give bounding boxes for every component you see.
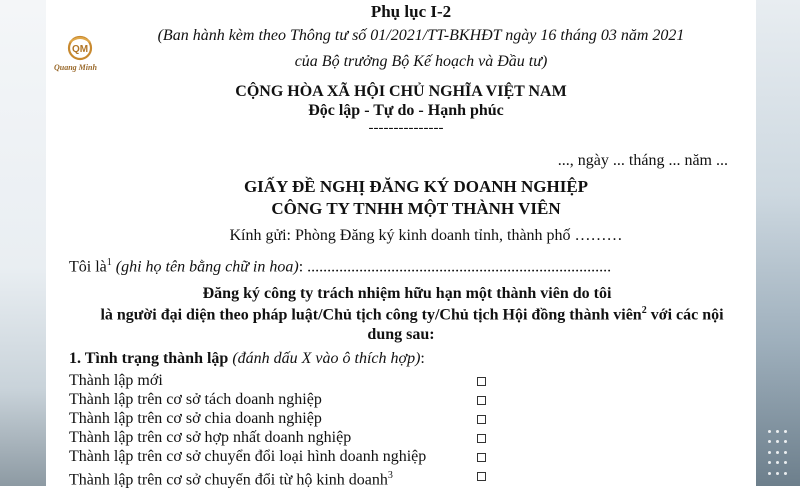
option-label: Thành lập trên cơ sở chia doanh nghiệp: [69, 410, 322, 427]
registration-statement-line2: [57, 305, 767, 324]
option-checkbox[interactable]: [477, 415, 486, 424]
logo-mark: QM: [72, 44, 89, 55]
footnote-ref: 2: [641, 305, 647, 316]
date-line: ..., ngày ... tháng ... năm ...: [557, 152, 728, 169]
option-row: [69, 428, 351, 447]
section-title: 1. Tình trạng thành lập: [69, 350, 229, 367]
option-label: Thành lập mới: [69, 372, 163, 389]
applicant-name-blank[interactable]: : ............................................................................: [298, 258, 612, 276]
option-checkbox[interactable]: [477, 453, 486, 462]
form-title-line1: GIẤY ĐỀ NGHỊ ĐĂNG KÝ DOANH NGHIỆP: [243, 177, 589, 196]
left-background-panel: [0, 0, 46, 486]
national-title: CỘNG HÒA XÃ HỘI CHỦ NGHĨA VIỆT NAM: [235, 83, 567, 100]
option-row: [69, 447, 426, 466]
option-row: [69, 390, 322, 409]
applicant-prefix: Tôi là: [69, 258, 107, 276]
form-title-line2: CÔNG TY TNHH MỘT THÀNH VIÊN: [271, 199, 561, 218]
applicant-hint: (ghi họ tên bằng chữ in hoa): [115, 258, 299, 276]
option-checkbox[interactable]: [477, 396, 486, 405]
document-page: [46, 0, 756, 489]
registration-statement-text: là người đại diện theo pháp luật/Chủ tịch công ty/Chủ tịch Hội đồng thành viên: [100, 306, 642, 324]
option-checkbox[interactable]: [477, 377, 486, 386]
option-row: [69, 409, 322, 428]
registration-statement-line1: Đăng ký công ty trách nhiệm hữu hạn một thành viên do tôi: [202, 285, 612, 302]
header-divider: ---------------: [368, 120, 444, 136]
option-label: Thành lập trên cơ sở tách doanh nghiệp: [69, 391, 322, 408]
option-row: [69, 466, 393, 489]
dot-grid-decoration: [768, 430, 788, 478]
section-hint: (đánh dấu X vào ô thích hợp): [232, 350, 421, 367]
registration-statement-line3: dung sau:: [367, 326, 435, 343]
section-heading: [69, 350, 425, 368]
logo-text: Quang Minh: [54, 63, 97, 72]
registration-statement-tail: với các nội: [646, 306, 724, 324]
national-motto: Độc lập - Tự do - Hạnh phúc: [308, 102, 504, 119]
option-label: Thành lập trên cơ sở chuyển đổi từ hộ kinh doanh: [69, 471, 388, 489]
footnote-ref: 1: [106, 257, 112, 268]
section-colon: :: [420, 350, 425, 367]
option-row: [69, 371, 163, 390]
footnote-ref: 3: [387, 470, 393, 481]
option-label: Thành lập trên cơ sở chuyển đổi loại hình doanh nghiệp: [69, 448, 427, 465]
recipient-line: Kính gửi: Phòng Đăng ký kinh doanh tỉnh, thành phố ………: [229, 227, 623, 244]
issuance-note-line1: (Ban hành kèm theo Thông tư số 01/2021/TT-BKHĐT ngày 16 tháng 03 năm 2021: [157, 27, 685, 44]
option-checkbox[interactable]: [477, 434, 486, 443]
applicant-line: [69, 257, 611, 276]
option-label: Thành lập trên cơ sở hợp nhất doanh nghiệp: [69, 429, 352, 446]
appendix-label: Phụ lục I-2: [370, 2, 452, 21]
option-checkbox[interactable]: [477, 472, 486, 481]
issuance-note-line2: của Bộ trưởng Bộ Kế hoạch và Đầu tư): [294, 53, 548, 70]
